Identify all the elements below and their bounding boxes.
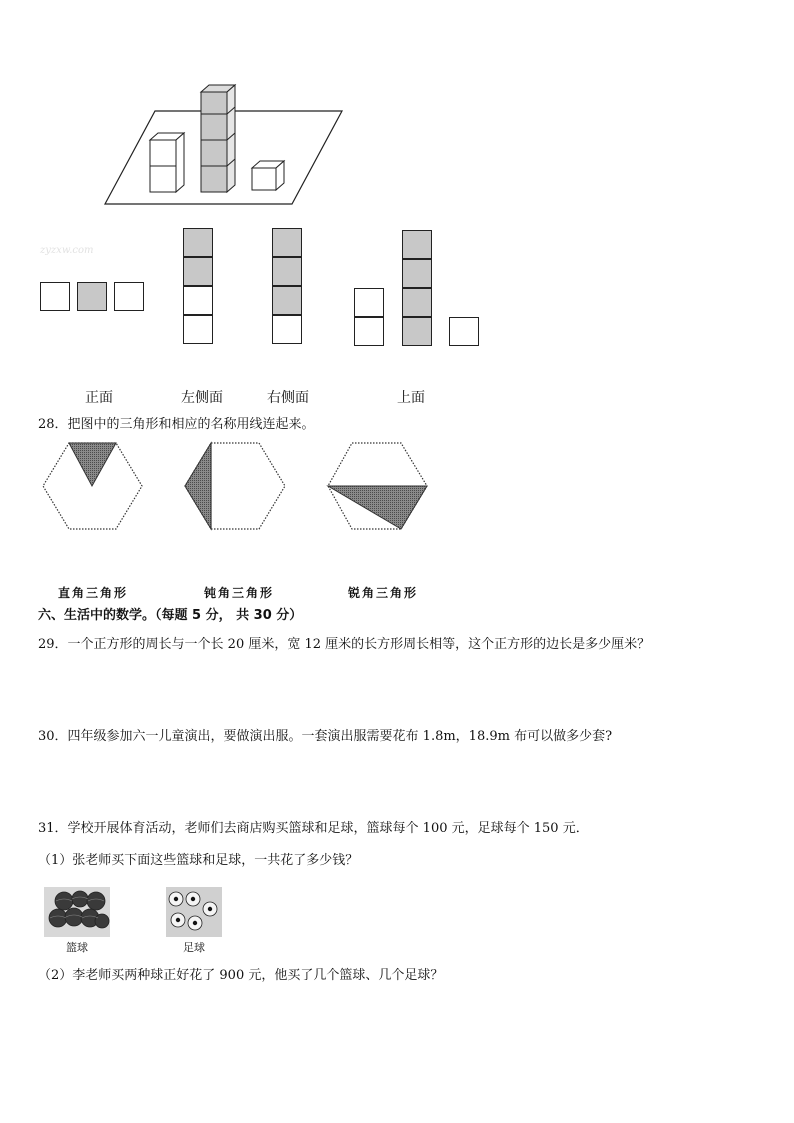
footballs-image (166, 887, 222, 937)
q31-text: 31．学校开展体育活动，老师们去商店购买篮球和足球，篮球每个 100 元，足球每个 150 元． (38, 821, 589, 836)
view-square (272, 315, 302, 344)
cube-arrangement-figure (100, 80, 350, 210)
basketball-label: 篮球 (66, 941, 88, 954)
view-square (272, 257, 302, 286)
view-square (402, 230, 432, 259)
q30-text: 30．四年级参加六一儿童演出，要做演出服。一套演出服需要花布 1.8m，18.9m 布可以做多少套? (38, 729, 613, 744)
view-square (272, 286, 302, 315)
view-square (183, 315, 213, 344)
view-square (40, 282, 70, 311)
view-label-right: 右侧面 (267, 390, 309, 406)
view-square (114, 282, 144, 311)
view-square (402, 317, 432, 346)
watermark-text: zyzxw.com (40, 245, 94, 256)
view-square (183, 257, 213, 286)
basketballs-image (44, 887, 110, 937)
view-square (183, 286, 213, 315)
section-6-title: 六、生活中的数学。（每题 5 分， 共 30 分） (38, 608, 303, 623)
q28-text: 28．把图中的三角形和相应的名称用线连起来。 (38, 417, 315, 432)
view-square (354, 317, 384, 346)
view-square (402, 259, 432, 288)
view-square (354, 288, 384, 317)
view-square (183, 228, 213, 257)
triangle-hexagons-figure (40, 440, 440, 535)
view-label-front: 正面 (85, 390, 113, 406)
view-square (272, 228, 302, 257)
triangle-label-obtuse: 钝角三角形 (204, 586, 275, 600)
view-label-top: 上面 (397, 390, 425, 406)
triangle-label-right: 直角三角形 (58, 586, 129, 600)
view-label-left: 左侧面 (181, 390, 223, 406)
triangle-label-acute: 锐角三角形 (348, 586, 419, 600)
football-label: 足球 (183, 941, 205, 954)
q31-sub1-text: （1）张老师买下面这些篮球和足球，一共花了多少钱？ (38, 853, 359, 868)
view-square (449, 317, 479, 346)
q31-sub2-text: （2）李老师买两种球正好花了 900 元，他买了几个篮球、几个足球？ (38, 968, 444, 983)
view-square (77, 282, 107, 311)
view-square (402, 288, 432, 317)
q29-text: 29．一个正方形的周长与一个长 20 厘米，宽 12 厘米的长方形周长相等，这个正方形的边长是多少厘米？ (38, 637, 651, 652)
